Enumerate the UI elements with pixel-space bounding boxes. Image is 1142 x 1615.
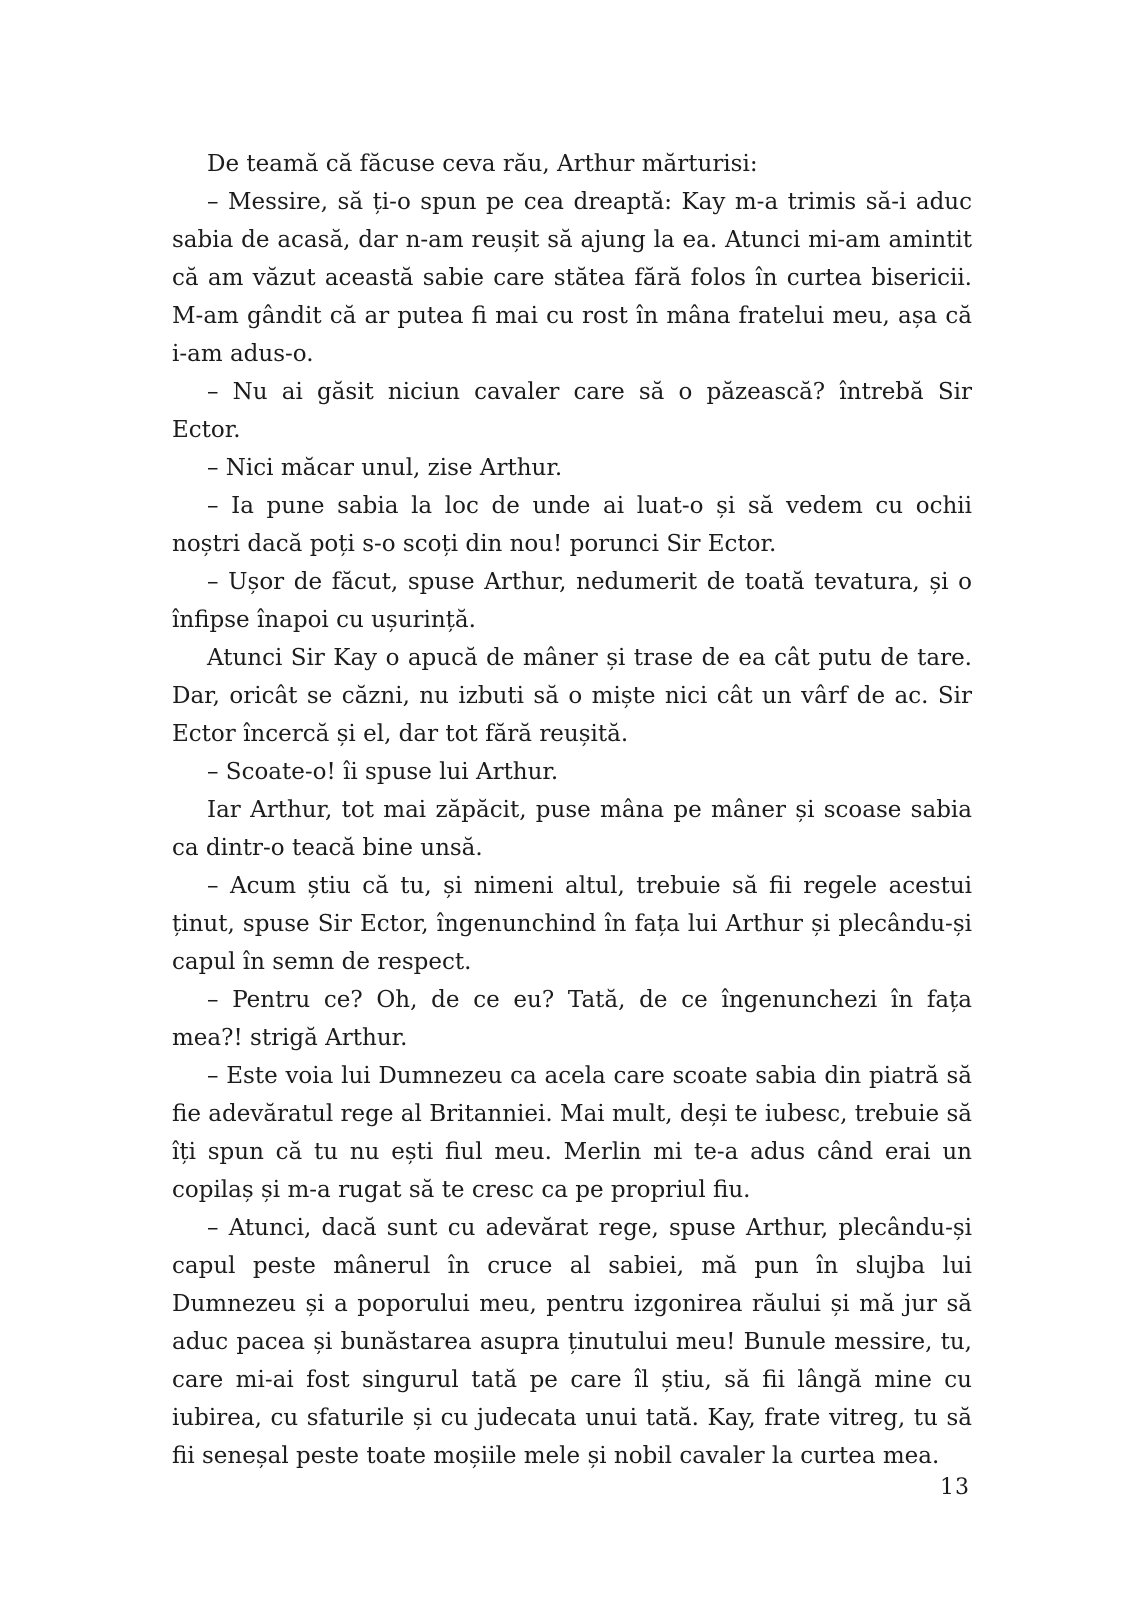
paragraph-12: – Este voia lui Dumnezeu ca acela care scoate sabia din piatră să fie adevăratul rege al Britanniei. Mai mult, deși te iubesc, trebuie să îți spun că tu nu ești fiul meu. Merlin mi te-a adus când erai un copilaș și m-a rugat să te cresc ca pe propriul fiu. <box>172 1063 972 1203</box>
paragraph-3: – Nu ai găsit niciun cavaler care să o păzească? întrebă Sir Ector. <box>172 379 972 443</box>
paragraph-6: – Ușor de făcut, spuse Arthur, nedumerit de toată tevatura, și o înfipse înapoi cu ușurință. <box>172 569 972 633</box>
paragraph-9: Iar Arthur, tot mai zăpăcit, puse mâna pe mâner și scoase sabia ca dintr-o teacă bine unsă. <box>172 797 972 861</box>
paragraph-8: – Scoate-o! îi spuse lui Arthur. <box>207 759 559 785</box>
paragraph-7: Atunci Sir Kay o apucă de mâner și trase de ea cât putu de tare. Dar, oricât se căzni, nu izbuti să o miște nici cât un vârf de ac. Sir Ector încercă și el, dar tot fără reușită. <box>172 645 972 747</box>
body-text <box>172 145 972 1475</box>
paragraph-5: – Ia pune sabia la loc de unde ai luat-o și să vedem cu ochii noștri dacă poți s-o scoți din nou! porunci Sir Ector. <box>172 493 972 557</box>
paragraph-1: De teamă că făcuse ceva rău, Arthur mărturisi: <box>207 151 758 177</box>
paragraph-13: – Atunci, dacă sunt cu adevărat rege, spuse Arthur, plecându-și capul peste mânerul în cruce al sabiei, mă pun în slujba lui Dumnezeu și a poporului meu, pentru izgonirea răului și mă jur să aduc pacea și bunăstarea asupra ținutului meu! Bunule messire, tu, care mi-ai fost singurul tată pe care îl știu, să fii lângă mine cu iubirea, cu sfaturile și cu judecata unui tată. Kay, frate vitreg, tu să fii seneșal peste toate moșiile mele și nobil cavaler la curtea mea. <box>172 1215 972 1469</box>
paragraph-11: – Pentru ce? Oh, de ce eu? Tată, de ce îngenunchezi în fața mea?! strigă Arthur. <box>172 987 972 1051</box>
paragraph-10: – Acum știu că tu, și nimeni altul, trebuie să fii regele acestui ținut, spuse Sir Ector, îngenunchind în fața lui Arthur și plecându-și capul în semn de respect. <box>172 873 972 975</box>
page-number: 13 <box>940 1475 970 1500</box>
paragraph-4: – Nici măcar unul, zise Arthur. <box>207 455 563 481</box>
paragraph-2: – Messire, să ți-o spun pe cea dreaptă: Kay m-a trimis să-i aduc sabia de acasă, dar n-am reușit să ajung la ea. Atunci mi-am amintit că am văzut această sabie care stătea fără folos în curtea bisericii. M-am gândit că ar putea fi mai cu rost în mâna fratelui meu, așa că i-am adus-o. <box>172 189 972 367</box>
